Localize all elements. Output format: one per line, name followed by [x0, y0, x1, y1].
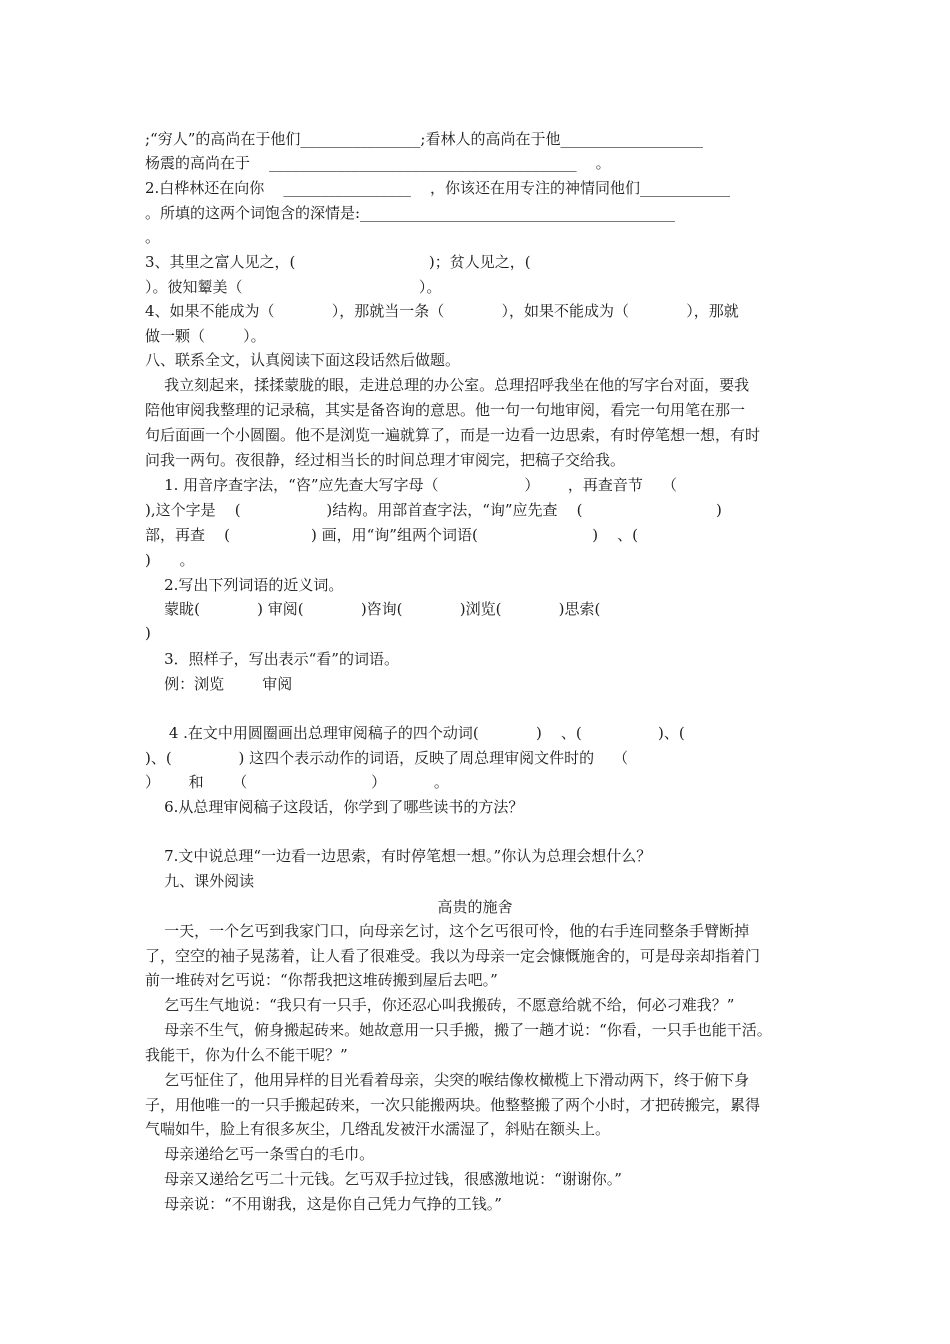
question-4-line-1: 4、如果不能成为（ ），那就当一条（ ），如果不能成为（ ），那就 — [145, 302, 739, 320]
q8-1-line-3: 部，再查 ( ) 画，用“询”组两个词语( ) 、( — [145, 526, 639, 544]
section-9-heading: 九、课外阅读 — [145, 872, 255, 890]
story-line-1: 一天，一个乞丐到我家门口，向母亲乞讨，这个乞丐很可怜，他的右手连同整条手臂断掉 — [145, 922, 750, 940]
question-4-line-2: 做一颗（ ）。 — [145, 327, 266, 345]
story-line-3: 前一堆砖对乞丐说：“你帮我把这堆砖搬到屋后去吧。” — [145, 971, 498, 989]
story-line-12: 母亲说：“不用谢我，这是你自己凭力气挣的工钱。” — [145, 1195, 502, 1213]
story-line-2: 了，空空的袖子晃荡着，让人看了很难受。我以为母亲一定会慷慨施舍的，可是母亲却指着门 — [145, 947, 761, 965]
story-line-9: 气喘如牛，脸上有很多灰尘，几绺乱发被汗水濡湿了，斜贴在额头上。 — [145, 1120, 611, 1138]
story-line-5: 母亲不生气，俯身搬起砖来。她故意用一只手搬，搬了一趟才说：“你看，一只手也能干活。 — [145, 1021, 772, 1039]
q8-4-line-2: )、( ) 这四个表示动作的词语，反映了周总理审阅文件时的 （ — [145, 749, 629, 767]
story-line-6: 我能干，你为什么不能干呢？” — [145, 1046, 348, 1064]
question-3-line-1: 3、其里之富人见之，( )；贫人见之，( — [145, 253, 531, 271]
q8-3-example: 例：浏览 审阅 — [145, 675, 293, 693]
story-line-8: 子，用他唯一的一只手搬起砖来，一次只能搬两块。他整整搬了两个小时，才把砖搬完，累得 — [145, 1096, 761, 1114]
story-line-11: 母亲又递给乞丐二十元钱。乞丐双手拉过钱，很感激地说：“谢谢你。” — [145, 1170, 622, 1188]
passage-line-1: 我立刻起来，揉揉蒙胧的眼，走进总理的办公室。总理招呼我坐在他的写字台对面，要我 — [145, 376, 750, 394]
story-title: 高贵的施舍 — [437, 898, 513, 916]
q8-1-line-4: ) 。 — [145, 551, 195, 569]
q8-2-line-1: 蒙眬( ) 审阅( )咨询( )浏览( )思索( — [145, 600, 601, 618]
fill-blank-line-2: 杨震的高尚在于 _________________________________________ 。 — [145, 154, 611, 172]
story-line-4: 乞丐生气地说：“我只有一只手，你还忍心叫我搬砖，不愿意给就不给，何必刁难我？” — [145, 996, 735, 1014]
q8-6: 6.从总理审阅稿子这段话，你学到了哪些读书的方法？ — [145, 798, 524, 816]
passage-line-4: 问我一两句。夜很静，经过相当长的时间总理才审阅完，把稿子交给我。 — [145, 451, 626, 469]
story-line-10: 母亲递给乞丐一条雪白的毛巾。 — [145, 1145, 375, 1163]
q8-2-heading: 2.写出下列词语的近义词。 — [145, 576, 344, 594]
q8-3-heading: 3．照样子，写出表示“看”的词语。 — [145, 650, 399, 668]
q8-7: 7.文中说总理“一边看一边思索，有时停笔想一想。”你认为总理会想什么？ — [145, 847, 652, 865]
q8-1-line-2: ),这个字是 ( )结构。用部首查字法，“询”应先查 ( ) — [145, 501, 722, 519]
q8-4-line-3: ） 和 （ ） 。 — [145, 773, 449, 791]
question-2-line-1: 2.白桦林还在向你 _________________ ，你该还在用专注的神情同他们____________ — [145, 179, 730, 197]
passage-line-3: 句后面画一个小圆圈。他不是浏览一遍就算了，而是一边看一边思索，有时停笔想一想，有时 — [145, 426, 761, 444]
question-3-line-2: ）。彼知颦美（ ）。 — [145, 278, 442, 296]
question-2-line-3: 。 — [145, 228, 161, 246]
fill-blank-line-1: ;“穷人”的高尚在于他们________________;看林人的高尚在于他___________________ — [145, 130, 703, 148]
q8-4-line-1: 4 .在文中用圆圈画出总理审阅稿子的四个动词( ) 、( )、( — [145, 724, 685, 742]
q8-2-line-2: ) — [145, 624, 151, 642]
question-2-line-2: 。所填的这两个词饱含的深情是:__________________________________________ — [145, 204, 676, 222]
section-8-heading: 八、联系全文，认真阅读下面这段话然后做题。 — [145, 351, 461, 369]
q8-1-line-1: 1. 用音序查字法，“咨”应先查大写字母（ ） ，再查音节 （ — [145, 476, 677, 494]
story-line-7: 乞丐怔住了，他用异样的目光看着母亲，尖突的喉结像枚橄榄上下滑动两下，终于俯下身 — [145, 1071, 750, 1089]
passage-line-2: 陪他审阅我整理的记录稿，其实是备咨询的意思。他一句一句地审阅，看完一句用笔在那一 — [145, 401, 746, 419]
